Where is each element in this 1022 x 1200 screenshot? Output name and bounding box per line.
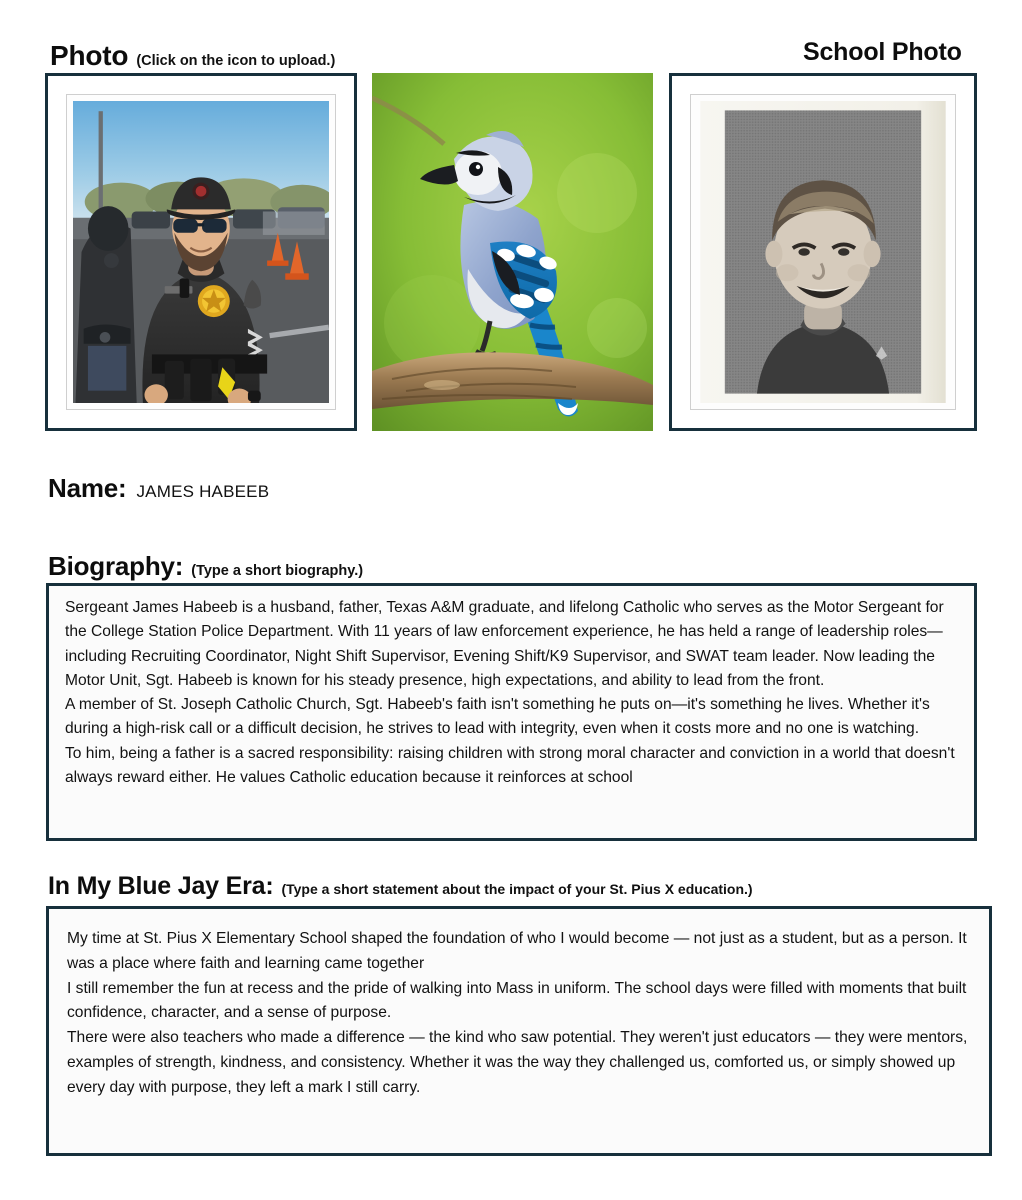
biography-hint: (Type a short biography.) <box>191 563 364 579</box>
biography-textbox[interactable] <box>46 583 977 841</box>
biography-paragraph: Sergeant James Habeeb is a husband, father, Texas A&M graduate, and lifelong Catholic who serves as the Motor Sergeant for the College Station Police Department. With 11 years of law enforcement experience, he has held a range of leadership roles—including Recruiting Coordinator, Night Shift Supervisor, Evening Shift/K9 Supervisor, and SWAT team leader. Now leading the Motor Unit, Sgt. Habeeb is known for his steady presence, high expectations, and ability to lead from the front. <box>65 599 944 689</box>
blue-jay-era-textbox[interactable] <box>46 906 992 1156</box>
school-photo-mat <box>690 94 956 410</box>
blue-jay-era-heading <box>48 872 753 901</box>
blue-jay-era-paragraph: There were also teachers who made a difference — the kind who saw potential. They weren't just educators — they were mentors, examples of strength, kindness, and consistency. Whether it was the way they challenged us, comforted us, or simply showed up every day with purpose, they left a mark I still carry. <box>67 1029 968 1096</box>
blue-jay-era-text-content[interactable] <box>49 909 989 1101</box>
blue-jay-era-paragraph: My time at St. Pius X Elementary School shaped the foundation of who I would become — not just as a student, but as a person. It was a place where faith and learning came together <box>67 930 967 972</box>
name-value[interactable]: JAMES HABEEB <box>136 482 270 501</box>
blue-jay-era-paragraph: I still remember the fun at recess and the pride of walking into Mass in uniform. The school days were filled with moments that built confidence, character, and a sense of purpose. <box>67 979 967 1022</box>
school-photo-heading <box>803 38 962 67</box>
school-photo-frame[interactable] <box>669 73 977 431</box>
blue-jay-bird-icon <box>372 73 653 431</box>
photo-heading-label: Photo <box>50 40 129 71</box>
blue-jay-photo[interactable] <box>372 73 653 431</box>
biography-heading <box>48 551 363 582</box>
biography-text-content[interactable] <box>49 586 974 790</box>
photo-heading <box>50 40 335 72</box>
school-photo-heading-label: School Photo <box>803 38 962 66</box>
officer-photo-image[interactable] <box>73 101 329 403</box>
officer-photo-mat <box>66 94 336 410</box>
biography-paragraph: A member of St. Joseph Catholic Church, Sgt. Habeeb's faith isn't something he puts on—it's something he lives. Whether it's during a high-risk call or a difficult decision, he strives to lead with integrity, even when it costs more and no one is watching. <box>65 696 930 738</box>
biography-label: Biography: <box>48 551 184 581</box>
childhood-school-portrait-icon <box>697 101 949 403</box>
blue-jay-era-label: In My Blue Jay Era: <box>48 872 274 900</box>
photo-heading-hint: (Click on the icon to upload.) <box>136 53 336 69</box>
biography-paragraph: To him, being a father is a sacred responsibility: raising children with strong moral character and conviction in a world that doesn't always reward either. He values Catholic education because it reinforces at school <box>65 744 955 787</box>
name-row <box>48 473 269 504</box>
blue-jay-era-hint: (Type a short statement about the impact of your St. Pius X education.) <box>281 881 753 897</box>
officer-photo-frame[interactable] <box>45 73 357 431</box>
school-photo-image[interactable] <box>697 101 949 403</box>
police-officer-portrait-icon <box>73 101 329 403</box>
name-label: Name: <box>48 473 127 503</box>
